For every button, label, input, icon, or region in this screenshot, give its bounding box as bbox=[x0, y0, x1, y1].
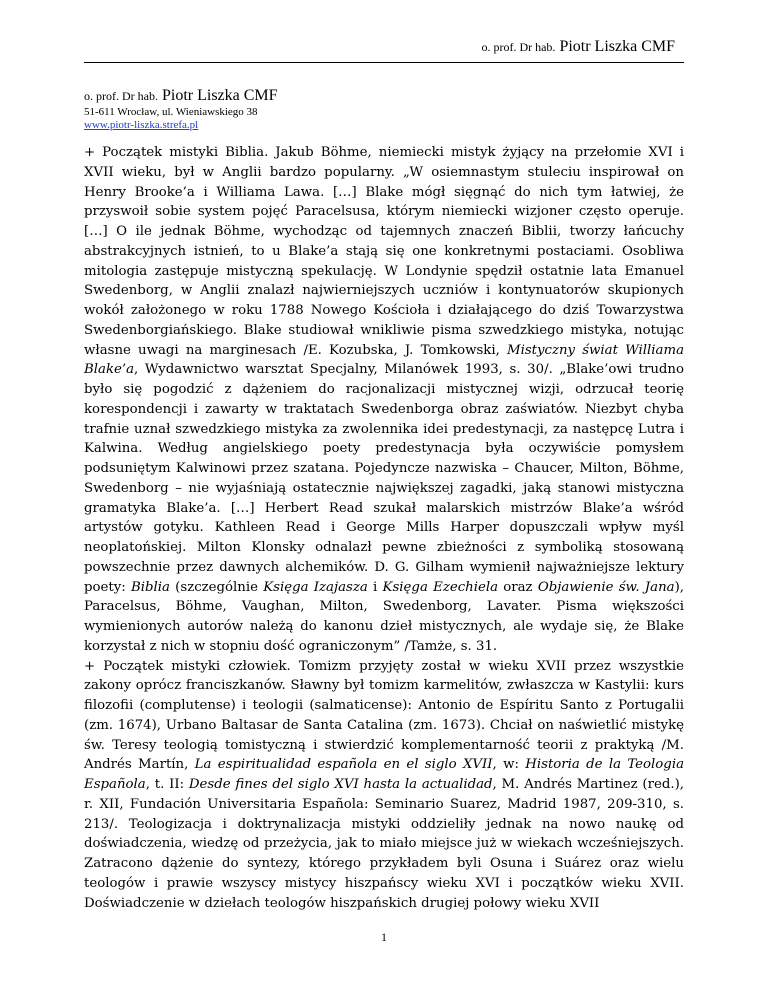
text-run: + Początek mistyki Biblia. Jakub Böhme, niemiecki mistyk żyjący na przełomie XVI i XVII wieku, był w Anglii bardzo popularny. „W osiemnastym stuleciu inspirował on Henry Brooke’a i Williama Lawa. […] Blake mógł sięgnąć do nich tym łatwiej, że przyswoił sobie system pojęć Paracelsusa, którym niemiecki wizjoner często operuje. […] O ile jednak Böhme, wychodząc od tajemnych znaczeń Biblii, tworzy łańcuchy abstrakcyjnych istnień, to u Blake’a stają się one konkretnymi postaciami. Osobliwa mitologia zastępuje mistyczną spekulację. W Londynie spędził ostatnie lata Emanuel Swedenborg, w Anglii znalazł najwierniejszych uczniów i kontynuatorów skupionych wokół założonego w roku 1788 Nowego Kościoła i działającego do dziś Towarzystwa Swedenborgiańskiego. Blake studiował wnikliwie pisma szwedzkiego mistyka, notując własne uwagi na marginesach /E. Kozubska, J. Tomkowski, bbox=[84, 145, 684, 358]
author-line bbox=[84, 86, 278, 106]
running-header-prefix: o. prof. Dr hab. bbox=[481, 40, 556, 54]
text-run: , M. Andrés Martinez (red.), r. XII, Fundación Universitaria Española: Seminario Suarez, Madrid 1987, 209-310, s. 213/. Teologizacja i doktrynalizacja mistyki oddzieliły jednak na nowo naukę od doświadczenia, wiedzę od przeżycia, jak to miało miejsce już w wiekach wcześniejszych. Zatracono dążenie do syntezy, którego przykładem byli Osuna i Suárez oraz wielu teologów i prawie wszyscy mistycy hiszpańscy wieku XVI i początków wieku XVII. Doświadczenie w dziełach teologów hiszpańskich drugiej połowy wieku XVII bbox=[84, 777, 684, 911]
text-run: , Wydawnictwo warsztat Specjalny, Milanówek 1993, s. 30/. „Blake’owi trudno było się pogodzić z dążeniem do racjonalizacji mistycznej wizji, odrzucał teorię korespondencji i zawarty w traktatach Swedenborga obraz zaświatów. Niezbyt chyba trafnie uznał szwedzkiego mistyka za zwolennika idei predestynacji, za następcę Lutra i Kalwina. Według angielskiego poety predestynacja była oczywiście pomysłem podsuniętym Kalwinowi przez szatana. Pojedyncze nazwiska – Chaucer, Milton, Böhme, Swedenborg – nie wyjaśniają ostatecznie największej zagadki, jaką stanowi mistyczna gramatyka Blake’a. […] Herbert Read szukał malarskich mistrzów Blake’a wśród artystów gotyku. Kathleen Read i George Mills Harper dopuszczali wpływ myśl neoplatońskiej. Milton Klonsky odnalazł pewne zbieżności z symboliką stosowaną powszechnie przez dawnych alchemików. D. G. Gilham wymienił najważniejsze lektury poety: bbox=[84, 362, 684, 595]
italic-run: Księga Izajasza bbox=[263, 579, 368, 595]
author-block bbox=[84, 86, 278, 132]
text-run: + Początek mistyki człowiek. Tomizm przyjęty został w wieku XVII przez wszystkie zakony oprócz franciszkanów. Sławny był tomizm karmelitów, zwłaszcza w Kastylii: kurs filozofii (complutense) i teologii (salmaticense): Antonio de Espíritu Santo z Portugalii (zm. 1674), Urbano Baltasar de Santa Catalina (zm. 1673). Chciał on naświetlić mistykę św. Teresy teologią tomistyczną i stwierdzić komplementarność teorii z praktyką /M. Andrés Martín, bbox=[84, 658, 684, 773]
page-number: 1 bbox=[381, 930, 387, 944]
text-run: , t. II: bbox=[145, 777, 189, 792]
text-run: i bbox=[367, 579, 383, 595]
text-run: ), Paracelsus, Böhme, Vaughan, Milton, Swedenborg, Lavater. Pisma większości wymienionych autorów należą do kanonu dzieł mistycznych, ale wydaje się, że Blake korzystał z nich w stopniu dość ograniczonym” /Tamże, s. 31. bbox=[84, 579, 684, 654]
author-address: 51-611 Wrocław, ul. Wieniawskiego 38 bbox=[84, 106, 258, 118]
body-text bbox=[84, 143, 684, 913]
body-paragraph bbox=[84, 657, 684, 914]
italic-run: La espiritualidad española en el siglo XVII bbox=[194, 757, 493, 773]
italic-run: Mistyczny świat Williama Blake’a bbox=[84, 342, 685, 378]
text-run: oraz bbox=[498, 579, 538, 595]
italic-run: Objawienie św. Jana bbox=[537, 579, 675, 595]
running-header bbox=[481, 38, 675, 56]
italic-run: Biblia bbox=[130, 579, 170, 595]
italic-run: Desde fines del siglo XVI hasta la actualidad bbox=[188, 777, 493, 792]
body-paragraph bbox=[84, 143, 684, 657]
italic-run: Historia de la Teologia Española bbox=[84, 757, 684, 792]
header-rule bbox=[84, 62, 684, 63]
author-website-link[interactable]: www.piotr-liszka.strefa.pl bbox=[84, 119, 199, 131]
author-prefix: o. prof. Dr hab. bbox=[84, 89, 158, 103]
text-run: (szczególnie bbox=[169, 579, 264, 595]
running-header-name: Piotr Liszka CMF bbox=[559, 38, 675, 55]
italic-run: Księga Ezechiela bbox=[382, 579, 499, 595]
text-run: , w: bbox=[492, 757, 526, 773]
author-name: Piotr Liszka CMF bbox=[161, 87, 278, 104]
